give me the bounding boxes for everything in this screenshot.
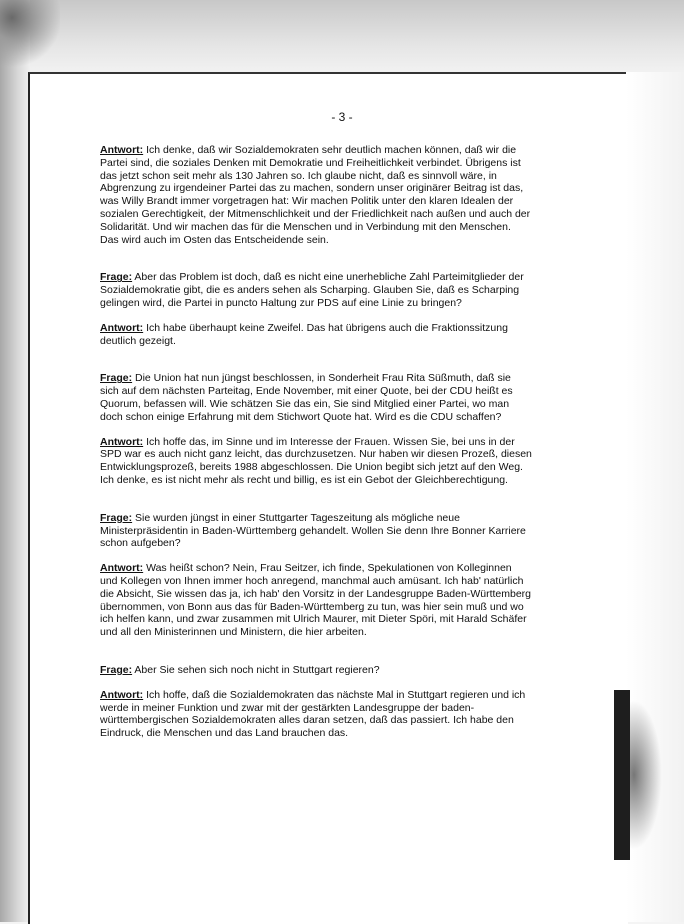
speaker-label: Frage: <box>100 663 133 676</box>
paragraph-text: Ich hoffe, daß die Sozialdemokraten das nächste Mal in Stuttgart regieren und ich werde in meiner Funktion und zwar mit der gestärkten Landesgruppe der baden-württembergischen Sozialdemokraten alles daran setzen, daß das passiert. Ich habe den Eindruck, die Menschen und das Land brauchen das. <box>100 688 526 740</box>
scan-border-top <box>0 0 684 78</box>
scan-noise-corner <box>0 0 60 70</box>
speaker-label: Frage: <box>100 271 133 284</box>
paragraph-text: Aber das Problem ist doch, daß es nicht eine unerhebliche Zahl Parteimitglieder der Sozialdemokratie gibt, die es anders sehen als Scharping. Glauben Sie, daß es Scharping gelingen wird, die Partei in puncto Haltung zur PDS auf eine Linie zu bringen? <box>100 271 524 309</box>
paragraph-answer <box>100 562 532 639</box>
speaker-label: Antwort: <box>100 321 144 334</box>
paragraph-answer <box>100 322 532 348</box>
scan-border-left <box>0 0 30 922</box>
paragraph-text: Ich hoffe das, im Sinne und im Interesse der Frauen. Wissen Sie, bei uns in der SPD war es auch nicht ganz leicht, das durchzusetzen. Nur haben wir diesen Prozeß, diesen Entwicklungsprozeß, bereits 1988 abgeschlossen. Die Union begibt sich jetzt auf den Weg. Ich denke, es ist nicht mehr als recht und billig, es ist ein Gebot der Gleichberechtigung. <box>100 435 532 486</box>
paragraph-text: Was heißt schon? Nein, Frau Seitzer, ich finde, Spekulationen von Kolleginnen und Kollegen von Ihnen immer hoch anregend, manchmal auch amüsant. Ich hab' natürlich die Absicht, Sie wissen das ja, ich hab' den Vorsitz in der Landesgruppe Baden-Württemberg übernommen, von Bonn aus das für Baden-Württemberg zu tun, was hier sein muß und wo ich helfen kann, und zwar zusammen mit Ulrich Maurer, mit Dieter Spöri, mit Harald Schäfer und all den Ministerinnen und Ministern, die hier arbeiten. <box>100 562 532 639</box>
paragraph-question <box>100 271 532 309</box>
paragraph-question <box>100 372 532 423</box>
interview-text <box>100 144 532 740</box>
speaker-label: Frage: <box>100 372 133 385</box>
page-number: - 3 - <box>331 110 353 124</box>
speaker-label: Antwort: <box>100 435 144 448</box>
scan-dark-bar <box>614 690 630 860</box>
paragraph-text: Ich habe überhaupt keine Zweifel. Das hat übrigens auch die Fraktionssitzung deutlich gezeigt. <box>100 321 508 347</box>
speaker-label: Antwort: <box>100 144 144 156</box>
paragraph-question <box>100 512 532 550</box>
paragraph-text: Aber Sie sehen sich noch nicht in Stuttgart regieren? <box>132 663 380 676</box>
paragraph-answer <box>100 689 532 740</box>
speaker-label: Antwort: <box>100 688 144 701</box>
paragraph-answer <box>100 436 532 487</box>
paragraph-text: Ich denke, daß wir Sozialdemokraten sehr deutlich machen können, daß wir die Partei sind, die soziales Denken mit Demokratie und Freiheitlichkeit verbindet. Übrigens ist das jetzt schon seit mehr als 130 Jahren so. Ich glaube nicht, daß es sinnvoll wäre, in Abgrenzung zu irgendeiner Partei das zu machen, sondern unser originärer Beitrag ist das, was Willy Brandt immer vorgetragen hat: Wir machen Politik unter den klaren Idealen der sozialen Gerechtigkeit, der Mitmenschlichkeit und der Friedlichkeit nach außen und auch der Solidarität. Und wir machen das für die Menschen und in Verbindung mit den Menschen. Das wird auch im Osten das Entscheidende sein. <box>100 144 531 246</box>
speaker-label: Frage: <box>100 511 133 524</box>
paragraph-text: Sie wurden jüngst in einer Stuttgarter Tageszeitung als mögliche neue Ministerpräsidentin in Baden-Württemberg gehandelt. Wollen Sie denn Ihre Bonner Karriere schon aufgeben? <box>100 511 526 550</box>
paragraph-question <box>100 664 532 677</box>
paragraph-text: Die Union hat nun jüngst beschlossen, in Sonderheit Frau Rita Süßmuth, daß sie sich auf dem nächsten Parteitag, Ende November, mit einer Quote, bei der CDU heißt es Quorum, befassen will. Wie schätzen Sie das ein, Sie sind Mitglied einer Partei, wo man doch schon einige Erfahrung mit dem Stichwort Quote hat. Wird es die CDU schaffen? <box>100 372 513 423</box>
paragraph-answer <box>100 144 532 246</box>
speaker-label: Antwort: <box>100 562 144 575</box>
